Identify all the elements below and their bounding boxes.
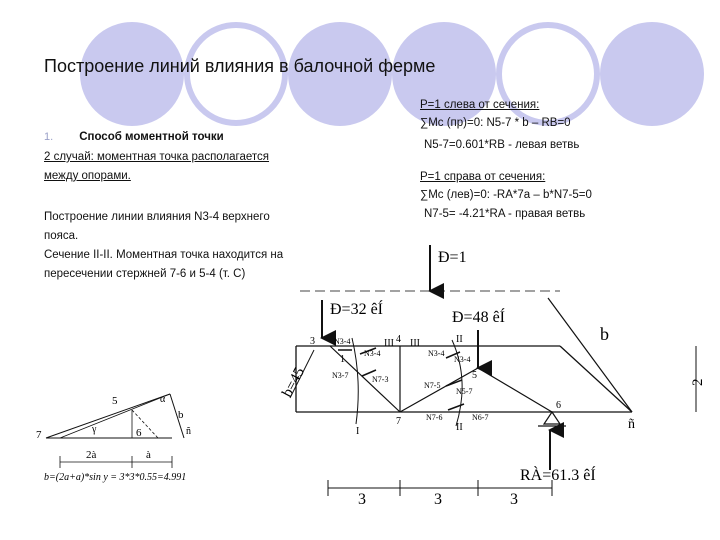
node-label: 7 (396, 416, 401, 427)
case-line-1: 2 случай: моментная точка располагается (44, 151, 270, 163)
section-line-1: Сечение II-II. Моментная точка находится на (44, 249, 284, 261)
item-number: 1. (44, 131, 54, 143)
reaction-label: RÀ=61.3 êÍ (520, 467, 596, 484)
member-label: N7-3 (372, 375, 389, 384)
method-name: Способ моментной точки (79, 131, 224, 143)
build-line-1: Построение линии влияния N3-4 верхнего (44, 211, 270, 223)
build-line-2: пояса. (44, 230, 79, 242)
node-label: 5 (472, 370, 477, 381)
member-label: N3-7 (332, 371, 349, 380)
label-b: b (600, 324, 609, 344)
member-label: N3-4 (364, 349, 381, 358)
sketch-label: 6 (136, 427, 142, 439)
force-left-label: Ð=32 êÍ (330, 301, 384, 318)
node-label: II (456, 422, 463, 433)
sketch-label: 7 (36, 429, 42, 441)
node-label: 6 (556, 400, 561, 411)
label-n: ñ (628, 417, 635, 432)
left-eq-2: N5-7=0.601*RB - левая ветвь (424, 139, 580, 151)
sketch-label: ñ (186, 426, 191, 437)
node-label: II (456, 334, 463, 345)
member-label: N7-5 (424, 381, 441, 390)
sketch-label: γ (92, 424, 97, 435)
sketch-label: 2à (86, 449, 97, 461)
member-label: N5-7 (456, 387, 473, 396)
dim-height-label: 2 (690, 378, 706, 386)
sketch-label: α (160, 394, 166, 405)
sketch-label: 5 (112, 395, 118, 407)
node-label: 4 (396, 334, 401, 345)
node-label: 3 (310, 336, 315, 347)
sketch-hyp (46, 394, 170, 438)
node-label: III (384, 338, 394, 349)
sketch-label: à (146, 449, 151, 461)
sketch-label: b (178, 409, 184, 421)
dim-bottom-1: 3 (358, 491, 366, 508)
left-eq-1: ∑Mc (пр)=0: N5-7 * b – RB=0 (420, 117, 571, 129)
member-label: N3-4 (454, 355, 471, 364)
right-eq-2: N7-5= -4.21*RA - правая ветвь (424, 208, 586, 220)
dim-b-label: b=45 (279, 365, 309, 400)
right-eq-1: ∑Mc (лев)=0: -RA*7a – b*N7-5=0 (420, 189, 592, 201)
left-case-heading: P=1 слева от сечения: (420, 99, 540, 111)
member-label: N6-7 (472, 413, 489, 422)
node-label: III (410, 338, 420, 349)
case-line-2: между опорами. (44, 170, 131, 182)
member-label: N3-4 (334, 337, 351, 346)
member-label: N3-4 (428, 349, 445, 358)
force-p-label: Ð=1 (438, 249, 467, 266)
force-right-label: Ð=48 êÍ (452, 309, 506, 326)
sketch-formula: b=(2a+a)*sin y = 3*3*0.55=4.991 (44, 472, 187, 483)
section-line-2: пересечении стержней 7-6 и 5-4 (т. С) (44, 268, 246, 280)
slide-title: Построение линий влияния в балочной ферме (44, 56, 436, 76)
dim-bottom-2: 3 (434, 491, 442, 508)
dim-bottom-3: 3 (510, 491, 518, 508)
member-label: N7-6 (426, 413, 443, 422)
node-label: 1 (340, 354, 345, 365)
right-case-heading: P=1 справа от сечения: (420, 171, 546, 183)
node-label: I (356, 426, 360, 437)
